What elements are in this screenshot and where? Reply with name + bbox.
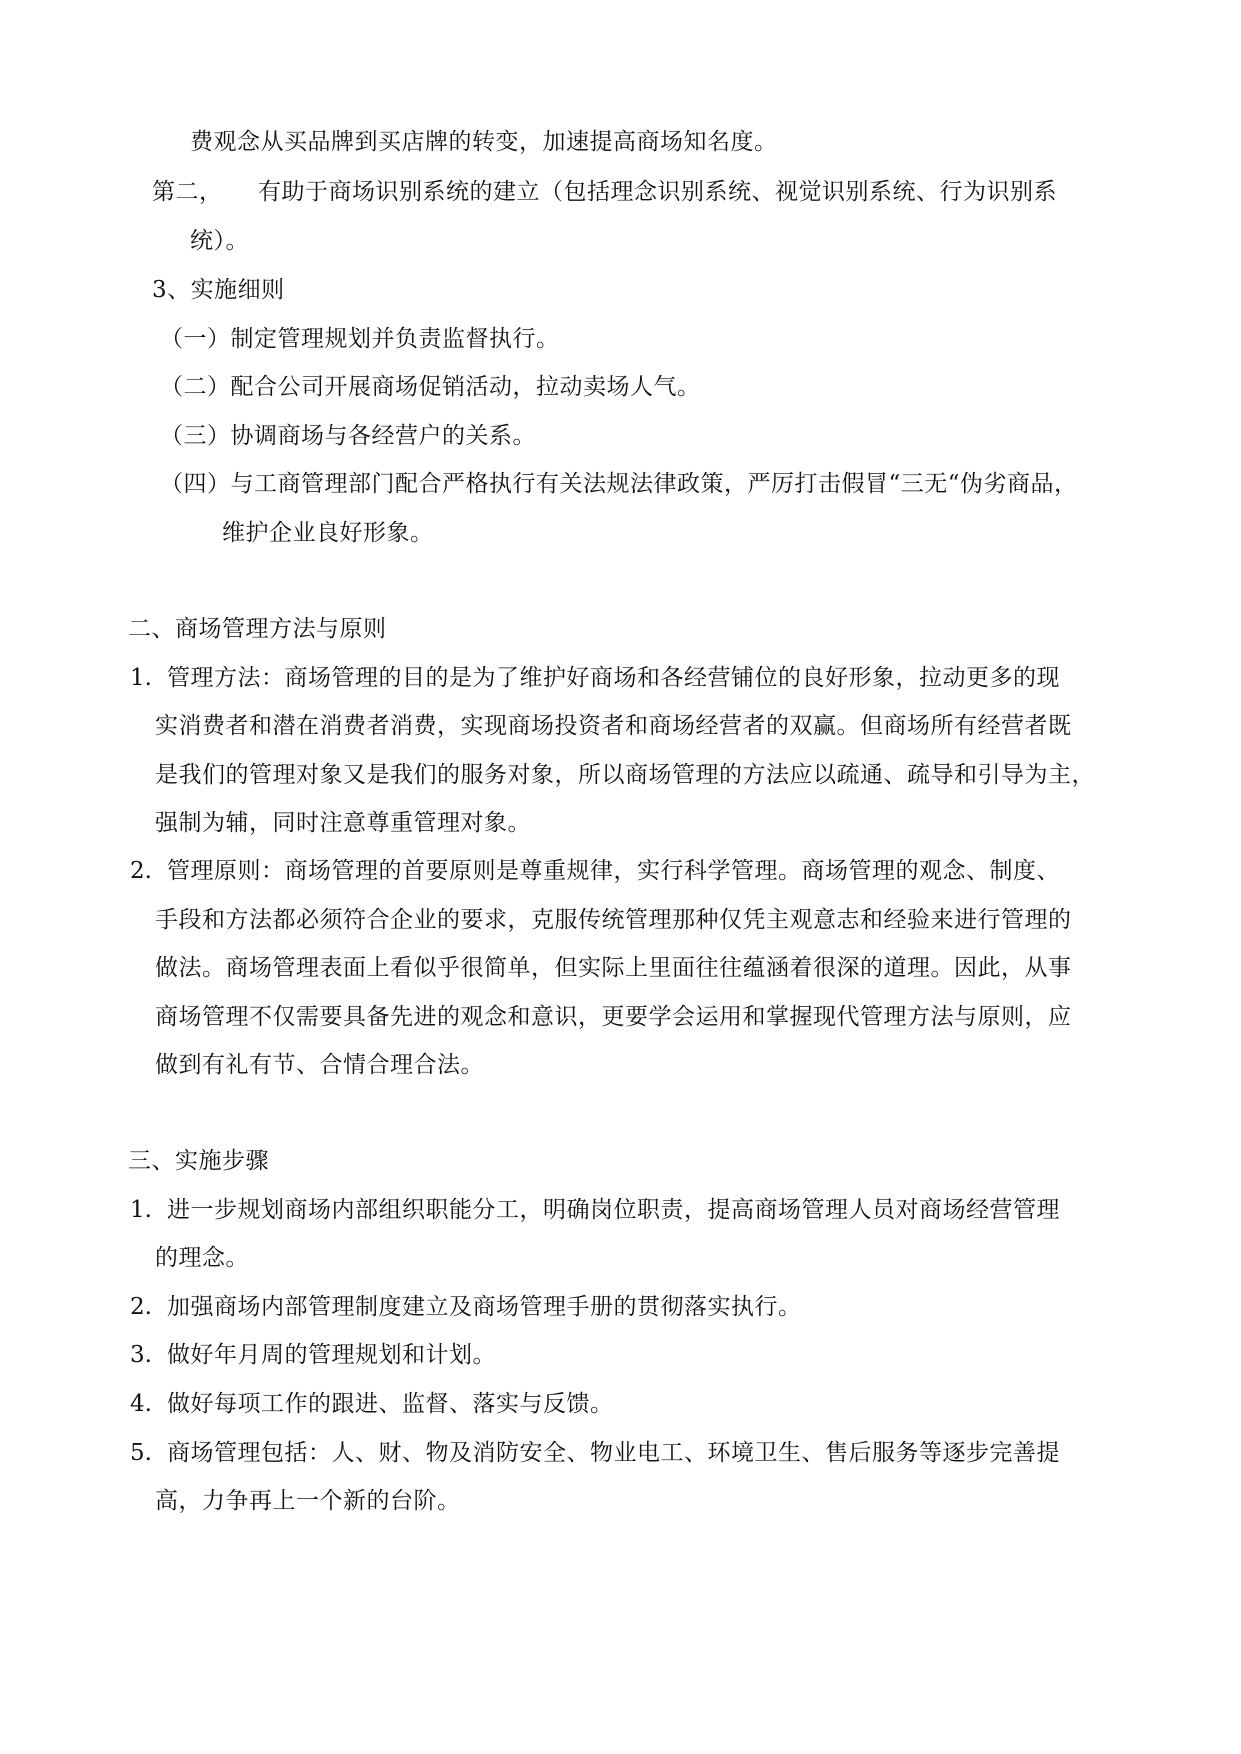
section2-item-2-line-1: 管理原则：商场管理的首要原则是尊重规律，实行科学管理。商场管理的观念、制度、 <box>167 858 1060 884</box>
continuation-line: 费观念从买品牌到买店牌的转变，加速提高商场知名度。 <box>190 129 778 155</box>
details-item-1: （一）制定管理规划并负责监督执行。 <box>160 326 560 352</box>
second-line-2: 统）。 <box>190 228 249 254</box>
section2-item-1-line-1: 管理方法：商场管理的目的是为了维护好商场和各经营铺位的良好形象，拉动更多的现 <box>167 665 1060 691</box>
section2-item-1-line-2: 实消费者和潜在消费者消费，实现商场投资者和商场经营者的双赢。但商场所有经营者既 <box>155 713 1072 739</box>
section2-item-2-line-3: 做法。商场管理表面上看似乎很简单，但实际上里面往往蕴涵着很深的道理。因此，从事 <box>155 955 1072 981</box>
section3-item-3-line-1: 做好年月周的管理规划和计划。 <box>167 1342 496 1368</box>
section2-item-2-line-2: 手段和方法都必须符合企业的要求，克服传统管理那种仅凭主观意志和经验来进行管理的 <box>155 907 1072 933</box>
details-item-2: （二）配合公司开展商场促销活动，拉动卖场人气。 <box>160 374 701 400</box>
second-line-1: 有助于商场识别系统的建立（包括理念识别系统、视觉识别系统、行为识别系 <box>258 179 1057 205</box>
section3-heading: 三、实施步骤 <box>128 1148 269 1174</box>
details-item-4-line-1: （四）与工商管理部门配合严格执行有关法规法律政策，严厉打击假冒“三无“伪劣商品， <box>160 471 1078 497</box>
section2-heading: 二、商场管理方法与原则 <box>128 616 387 642</box>
section2-item-2-number: 2. <box>130 858 152 884</box>
section3-item-5-number: 5. <box>130 1440 152 1466</box>
section2-item-2-line-5: 做到有礼有节、合情合理合法。 <box>155 1052 484 1078</box>
section3-item-3-number: 3. <box>130 1342 152 1368</box>
section2-item-1-number: 1. <box>130 665 152 691</box>
section2-item-1-line-3: 是我们的管理对象又是我们的服务对象，所以商场管理的方法应以疏通、疏导和引导为主， <box>155 762 1095 788</box>
section3-item-1-number: 1. <box>130 1197 152 1223</box>
second-label: 第二， <box>152 179 223 205</box>
section3-item-4-line-1: 做好每项工作的跟进、监督、落实与反馈。 <box>167 1391 614 1417</box>
section3-item-1-line-1: 进一步规划商场内部组织职能分工，明确岗位职责，提高商场管理人员对商场经营管理 <box>167 1197 1060 1223</box>
section3-item-4-number: 4. <box>130 1391 152 1417</box>
details-item-4-line-2: 维护企业良好形象。 <box>222 520 434 546</box>
details-heading: 3、实施细则 <box>152 277 285 303</box>
section3-item-2-line-1: 加强商场内部管理制度建立及商场管理手册的贯彻落实执行。 <box>167 1294 802 1320</box>
section3-item-2-number: 2. <box>130 1294 152 1320</box>
section2-item-2-line-4: 商场管理不仅需要具备先进的观念和意识，更要学会运用和掌握现代管理方法与原则，应 <box>155 1004 1072 1030</box>
section3-item-5-line-2: 高，力争再上一个新的台阶。 <box>155 1488 461 1514</box>
section3-item-5-line-1: 商场管理包括：人、财、物及消防安全、物业电工、环境卫生、售后服务等逐步完善提 <box>167 1440 1060 1466</box>
details-item-3: （三）协调商场与各经营户的关系。 <box>160 423 536 449</box>
section2-item-1-line-4: 强制为辅，同时注意尊重管理对象。 <box>155 810 531 836</box>
section3-item-1-line-2: 的理念。 <box>155 1245 249 1271</box>
